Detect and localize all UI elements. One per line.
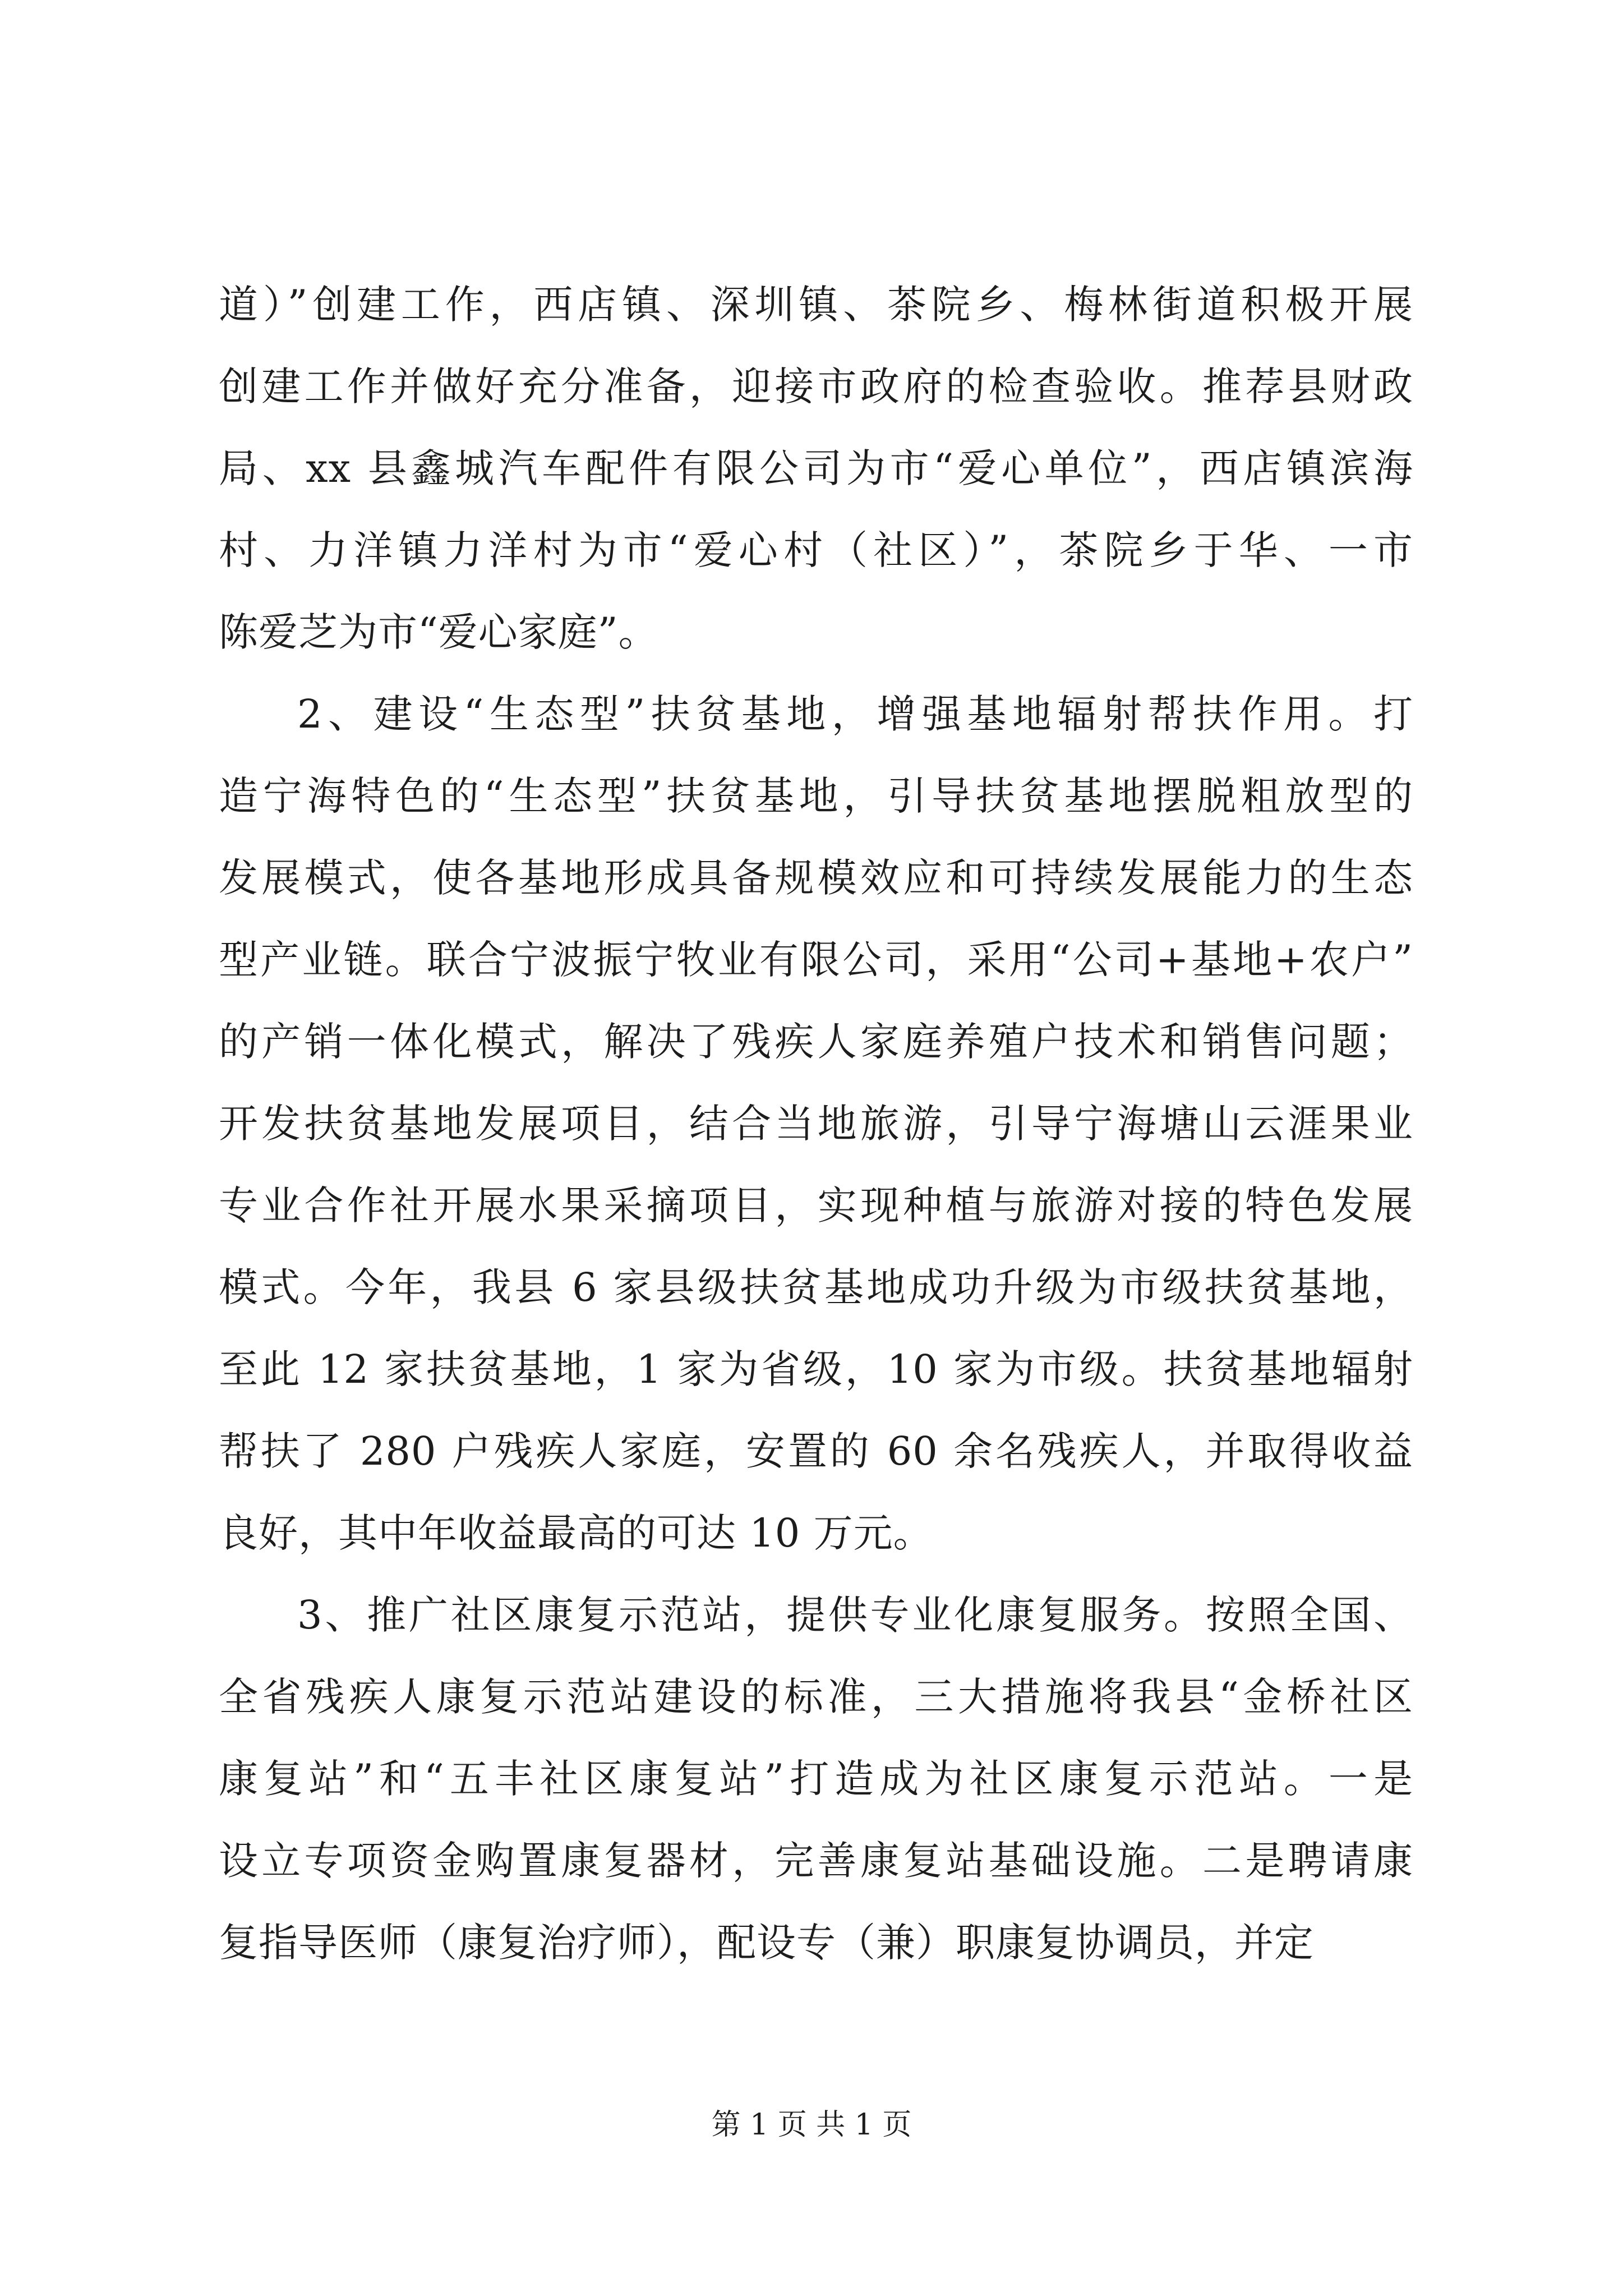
text-line: 专业合作社开展水果采摘项目，实现种植与旅游对接的特色发展 [219,1182,1413,1228]
text-line: 的产销一体化模式，解决了残疾人家庭养殖户技术和销售问题； [219,1019,1413,1065]
text-line: 型产业链。联合宁波振宁牧业有限公司，采用“公司+基地+农户” [219,937,1413,983]
text-line: 开发扶贫基地发展项目，结合当地旅游，引导宁海塘山云涯果业 [219,1101,1413,1147]
paragraph [219,1574,1413,1984]
page-footer: 第 1 页 共 1 页 [711,2108,912,2142]
text-line: 至此 12 家扶贫基地，1 家为省级，10 家为市级。扶贫基地辐射 [219,1346,1413,1392]
text-line: 村、力洋镇力洋村为市“爱心村（社区）”，茶院乡于华、一市 [219,527,1413,573]
text-line: 良好，其中年收益最高的可达 10 万元。 [219,1510,933,1556]
text-line: 模式。今年，我县 6 家县级扶贫基地成功升级为市级扶贫基地， [219,1264,1413,1310]
document-body [219,264,1413,1984]
paragraph [219,264,1413,673]
text-line: 帮扶了 280 户残疾人家庭，安置的 60 余名残疾人，并取得收益 [219,1428,1413,1474]
text-line: 局、xx 县鑫城汽车配件有限公司为市“爱心单位”，西店镇滨海 [219,445,1413,491]
text-line: 复指导医师（康复治疗师），配设专（兼）职康复协调员，并定 [219,1920,1314,1966]
text-line: 康复站”和“五丰社区康复站”打造成为社区康复示范站。一是 [219,1756,1413,1802]
text-line: 造宁海特色的“生态型”扶贫基地，引导扶贫基地摆脱粗放型的 [219,773,1413,819]
paragraph [219,673,1413,1574]
text-line: 创建工作并做好充分准备，迎接市政府的检查验收。推荐县财政 [219,364,1413,409]
text-line: 陈爱芝为市“爱心家庭”。 [219,609,658,655]
text-line: 道）”创建工作，西店镇、深圳镇、茶院乡、梅林街道积极开展 [219,282,1413,328]
text-line: 全省残疾人康复示范站建设的标准，三大措施将我县“金桥社区 [219,1674,1413,1720]
text-line: 发展模式，使各基地形成具备规模效应和可持续发展能力的生态 [219,855,1413,901]
text-line: 2、建设“生态型”扶贫基地，增强基地辐射帮扶作用。打 [297,691,1413,737]
text-line: 设立专项资金购置康复器材，完善康复站基础设施。二是聘请康 [219,1838,1413,1884]
text-line: 3、推广社区康复示范站，提供专业化康复服务。按照全国、 [297,1592,1413,1638]
